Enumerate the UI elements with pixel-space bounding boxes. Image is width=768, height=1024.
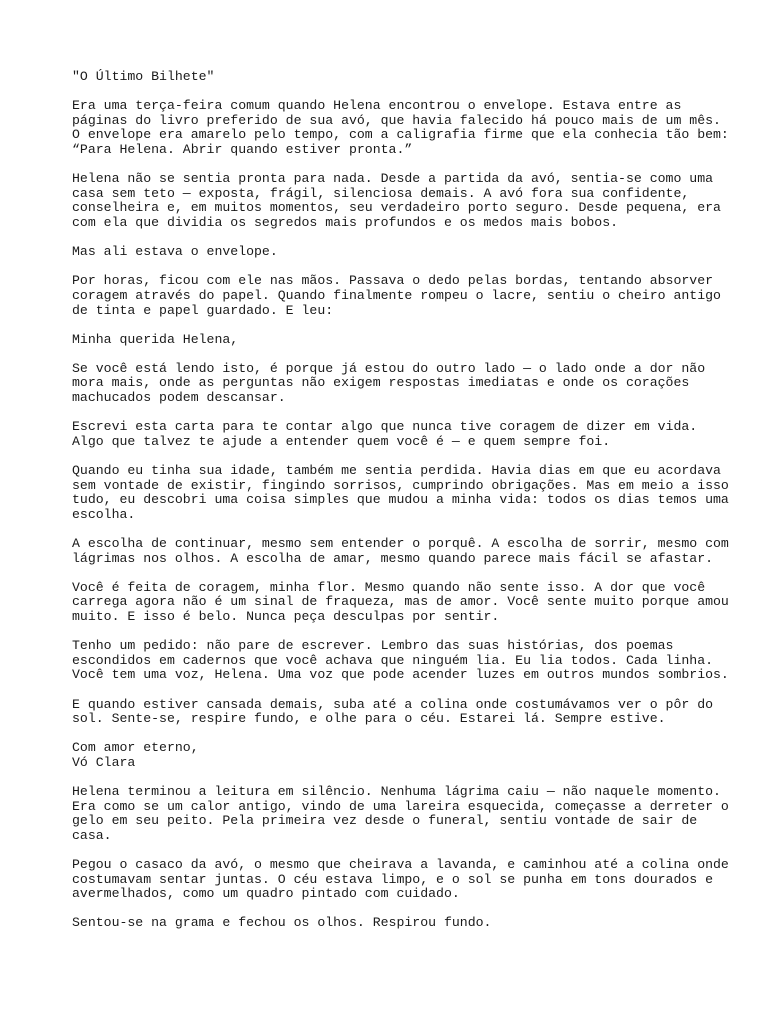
paragraph bbox=[72, 916, 712, 931]
text-line: escolha. bbox=[72, 506, 136, 522]
paragraph bbox=[72, 579, 729, 625]
paragraph bbox=[72, 362, 712, 406]
text-line: Mas ali estava o envelope. bbox=[72, 244, 278, 260]
text-line: machucados podem descansar. bbox=[72, 390, 286, 406]
text-line: Se você está lendo isto, é porque já estou do outro lado — o lado onde a dor não bbox=[72, 360, 706, 376]
text-line: avermelhados, como um quadro pintado com cuidado. bbox=[72, 886, 460, 902]
text-line: tudo, eu descobri uma coisa simples que mudou a minha vida: todos os dias temos uma bbox=[72, 492, 729, 508]
text-line: Com amor eterno, bbox=[72, 740, 199, 756]
paragraph bbox=[72, 245, 712, 260]
text-line: escondidos em cadernos que você achava que ninguém lia. Eu lia todos. Cada linha. bbox=[72, 652, 714, 668]
paragraph bbox=[72, 333, 712, 348]
text-line: Quando eu tinha sua idade, também me sentia perdida. Havia dias em que eu acordava bbox=[72, 463, 721, 479]
text-line: sem vontade de existir, fingindo sorrisos, cumprindo obrigações. Mas em meio a isso bbox=[72, 477, 729, 493]
text-line: sol. Sente-se, respire fundo, e olhe para o céu. Estarei lá. Sempre estive. bbox=[72, 711, 666, 727]
paragraph bbox=[72, 857, 729, 902]
paragraph bbox=[72, 784, 729, 843]
text-line: “Para Helena. Abrir quando estiver pronta.” bbox=[72, 141, 413, 157]
text-line: Helena não se sentia pronta para nada. Desde a partida da avó, sentia-se como uma bbox=[72, 171, 714, 187]
text-line: mora mais, onde as perguntas não exigem respostas imediatas e onde os corações bbox=[72, 375, 690, 391]
text-line: coragem através do papel. Quando finalmente rompeu o lacre, sentiu o cheiro antigo bbox=[72, 287, 721, 303]
text-line: lágrimas nos olhos. A escolha de amar, mesmo quando parece mais fácil se afastar. bbox=[72, 550, 714, 566]
text-line: casa. bbox=[72, 827, 112, 843]
document-page bbox=[72, 69, 729, 946]
text-line: Era como se um calor antigo, vindo de uma lareira esquecida, começasse a derreter o bbox=[72, 798, 729, 814]
paragraph bbox=[72, 536, 729, 566]
text-line: com ela que dividia os segredos mais profundos e os medos mais bobos. bbox=[72, 214, 619, 230]
text-line: de tinta e papel guardado. E leu: bbox=[72, 302, 334, 318]
paragraph bbox=[72, 638, 729, 683]
text-line: Você é feita de coragem, minha flor. Mesmo quando não sente isso. A dor que você bbox=[72, 579, 706, 595]
text-line: gelo em seu peito. Pela primeira vez desde o funeral, sentiu vontade de sair de bbox=[72, 813, 698, 829]
text-line: Minha querida Helena, bbox=[72, 331, 239, 347]
paragraph bbox=[72, 698, 712, 727]
text-line: A escolha de continuar, mesmo sem entender o porquê. A escolha de sorrir, mesmo com bbox=[72, 536, 729, 551]
text-line: Era uma terça-feira comum quando Helena encontrou o envelope. Estava entre as bbox=[72, 98, 682, 114]
text-line: páginas do livro preferido de sua avó, que havia falecido há pouco mais de um mês. bbox=[72, 112, 721, 128]
text-line: E quando estiver cansada demais, suba até a colina onde costumávamos ver o pôr do bbox=[72, 696, 714, 712]
text-line: Pegou o casaco da avó, o mesmo que cheirava a lavanda, e caminhou até a colina onde bbox=[72, 857, 729, 873]
text-line: casa sem teto — exposta, frágil, silenciosa demais. A avó fora sua confidente, bbox=[72, 185, 690, 201]
paragraph bbox=[72, 463, 729, 522]
text-line: Escrevi esta carta para te contar algo que nunca tive coragem de dizer em vida. bbox=[72, 419, 698, 435]
text-line: Você tem uma voz, Helena. Uma voz que pode acender luzes em outros mundos sombrios. bbox=[72, 667, 729, 683]
text-line: costumavam sentar juntas. O céu estava limpo, e o sol se punha em tons dourados e bbox=[72, 871, 714, 887]
text-line: conselheira e, em muitos momentos, seu verdadeiro porto seguro. Desde pequena, era bbox=[72, 200, 721, 216]
text-line: Vó Clara bbox=[72, 754, 136, 770]
document-body bbox=[72, 98, 729, 931]
paragraph bbox=[72, 420, 712, 449]
paragraph bbox=[72, 171, 721, 230]
text-line: Helena terminou a leitura em silêncio. Nenhuma lágrima caiu — não naquele momento. bbox=[72, 784, 721, 800]
text-line: muito. E isso é belo. Nunca peça desculpas por sentir. bbox=[72, 608, 500, 624]
document-title: "O Último Bilhete" bbox=[72, 69, 215, 84]
text-line: Sentou-se na grama e fechou os olhos. Respirou fundo. bbox=[72, 915, 492, 931]
paragraph bbox=[72, 741, 712, 770]
text-line: Tenho um pedido: não pare de escrever. Lembro das suas histórias, dos poemas bbox=[72, 638, 674, 654]
text-line: O envelope era amarelo pelo tempo, com a caligrafia firme que ela conhecia tão bem: bbox=[72, 127, 729, 143]
paragraph bbox=[72, 98, 729, 157]
paragraph bbox=[72, 273, 721, 318]
text-line: carrega agora não é um sinal de fraqueza, mas de amor. Você sente muito porque amou bbox=[72, 594, 729, 610]
text-line: Por horas, ficou com ele nas mãos. Passava o dedo pelas bordas, tentando absorver bbox=[72, 273, 714, 289]
text-line: Algo que talvez te ajude a entender quem você é — e quem sempre foi. bbox=[72, 433, 611, 449]
